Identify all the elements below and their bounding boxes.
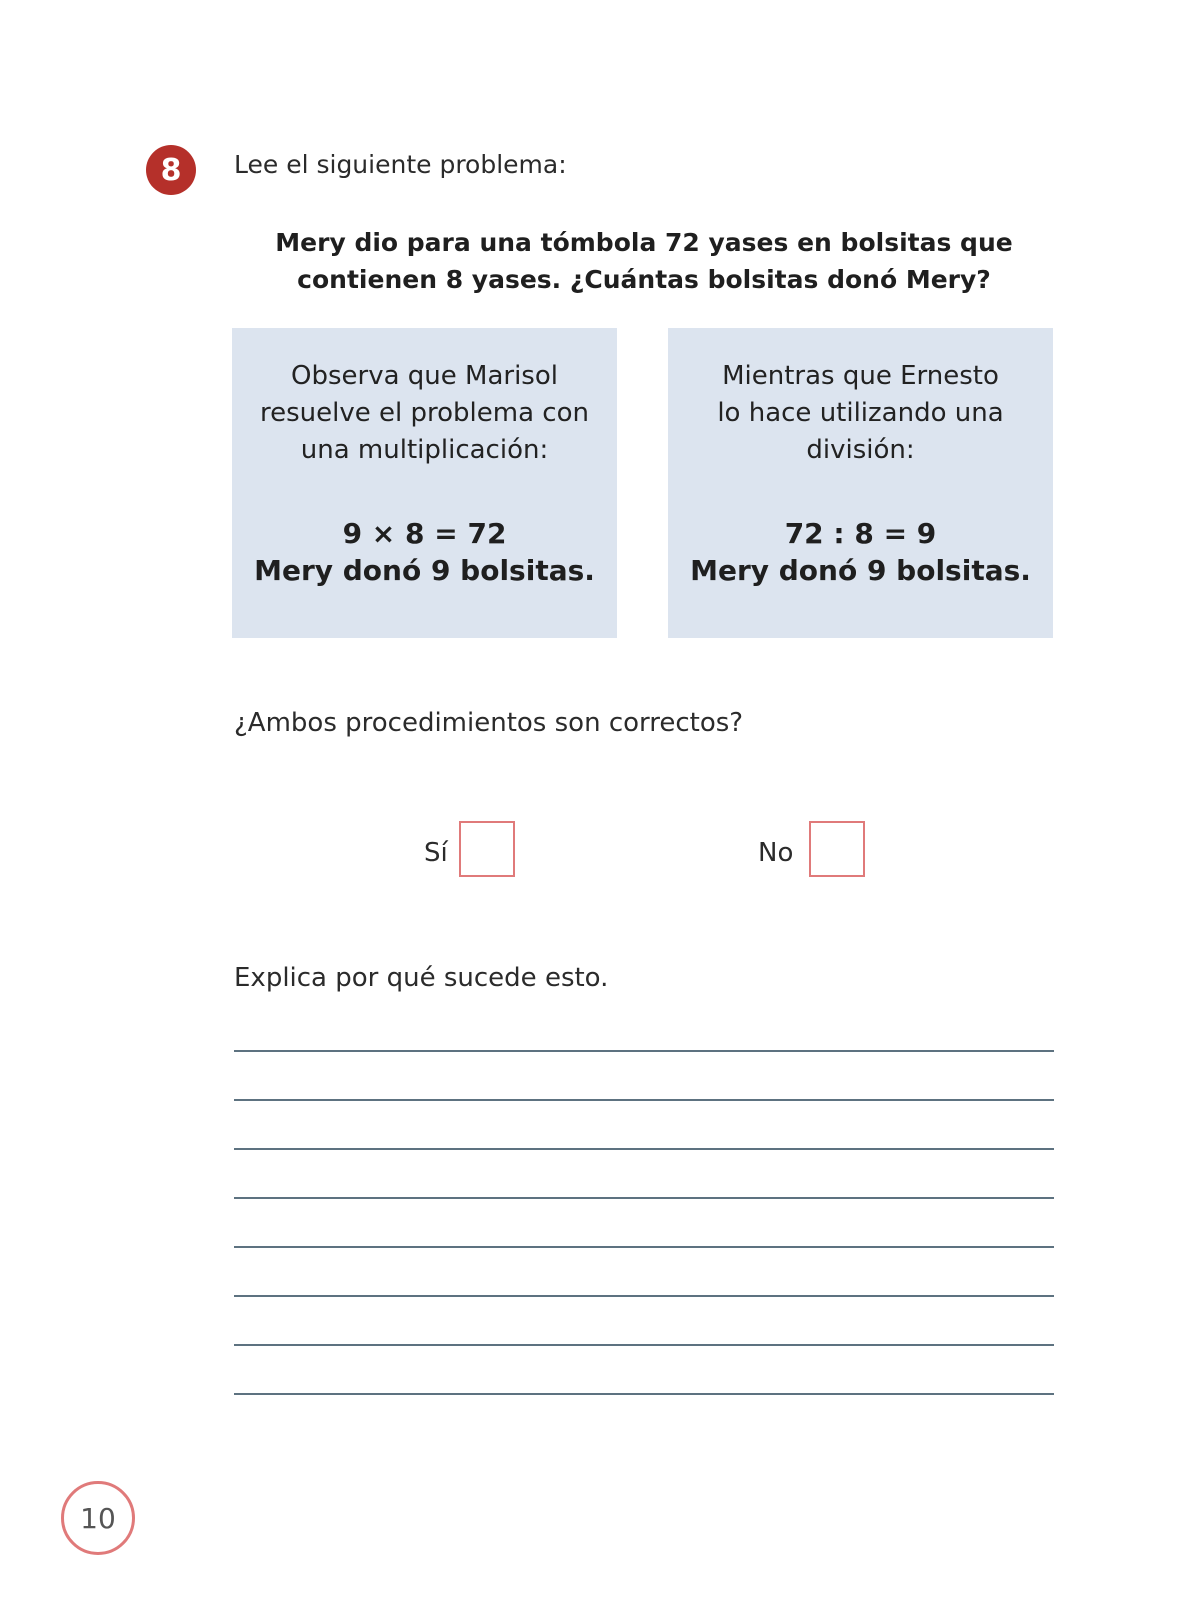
check-question: ¿Ambos procedimientos son correctos? <box>234 708 744 738</box>
answer-line-2[interactable] <box>234 1099 1054 1101</box>
explain-prompt: Explica por qué sucede esto. <box>234 963 609 993</box>
no-label: No <box>758 838 794 868</box>
answer-line-1[interactable] <box>234 1050 1054 1052</box>
answer-line-6[interactable] <box>234 1295 1054 1297</box>
ernesto-result: Mery donó 9 bolsitas. <box>690 554 1031 587</box>
yes-checkbox[interactable] <box>459 821 515 877</box>
yes-label: Sí <box>424 838 448 868</box>
ernesto-panel-text: Mientras que Ernesto lo hace utilizando una división: <box>717 361 1004 465</box>
answer-line-4[interactable] <box>234 1197 1054 1199</box>
answer-line-8[interactable] <box>234 1393 1054 1395</box>
answer-line-7[interactable] <box>234 1344 1054 1346</box>
question-number-badge: 8 <box>146 145 196 195</box>
ernesto-panel <box>668 328 1053 638</box>
question-intro: Lee el siguiente problema: <box>234 150 567 179</box>
answer-line-3[interactable] <box>234 1148 1054 1150</box>
marisol-panel-text: Observa que Marisol resuelve el problema con una multiplicación: <box>260 361 589 465</box>
marisol-equation: 9 × 8 = 72 <box>342 517 507 550</box>
problem-statement: Mery dio para una tómbola 72 yases en bolsitas que contienen 8 yases. ¿Cuántas bolsitas donó Mery? <box>275 228 1013 294</box>
answer-line-5[interactable] <box>234 1246 1054 1248</box>
marisol-result: Mery donó 9 bolsitas. <box>254 554 595 587</box>
ernesto-equation: 72 : 8 = 9 <box>784 517 937 550</box>
no-checkbox[interactable] <box>809 821 865 877</box>
marisol-panel <box>232 328 617 638</box>
page-number: 10 <box>61 1481 135 1555</box>
